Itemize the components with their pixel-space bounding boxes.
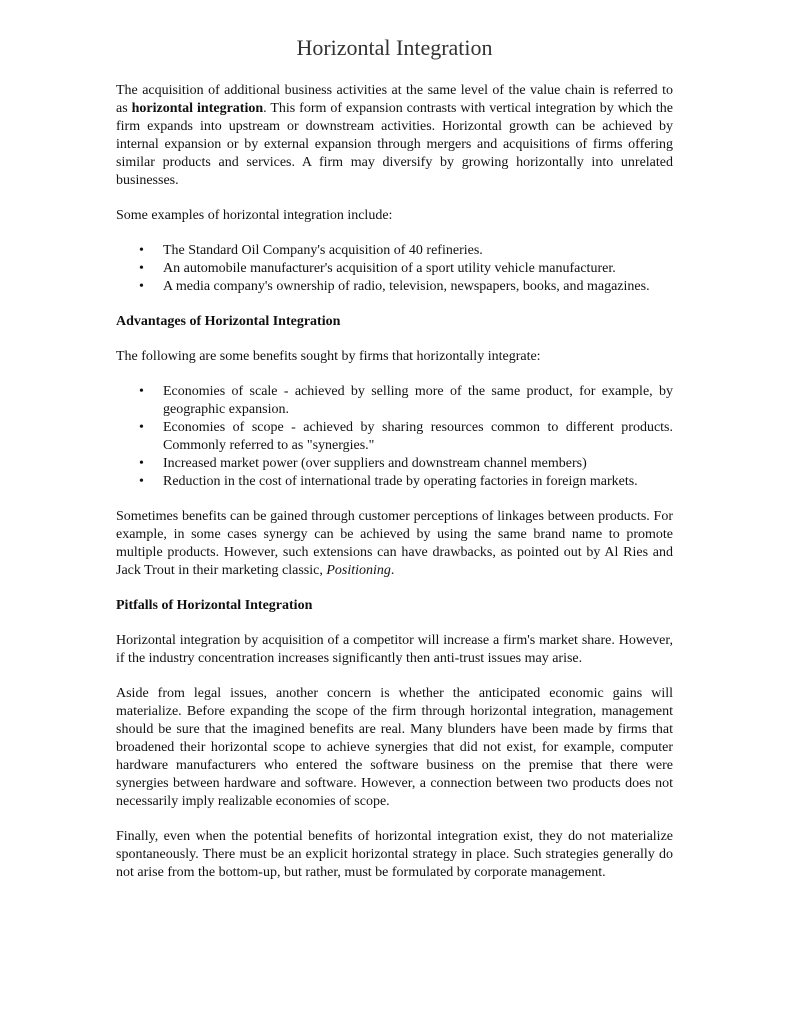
document-page [116,34,673,882]
bullet-icon: • [139,456,144,471]
list-item-text: Reduction in the cost of international trade by operating factories in foreign markets. [163,474,638,489]
bullet-icon: • [139,420,144,435]
bullet-icon: • [139,279,144,294]
list-item [139,419,673,455]
intro-text-end: . This form of expansion contrasts with vertical integration by which the firm expands into upstream or downstream activities. Horizontal growth can be achieved by internal expansion or by external expansion through mergers and acquisitions of firms offering similar products and services. A firm may diversify by growing horizontally into unrelated businesses. [116,101,673,188]
list-item [139,383,673,419]
page-title: Horizontal Integration [296,35,493,60]
intro-key-term: horizontal integration [131,101,264,116]
examples-lead: Some examples of horizontal integration include: [116,208,393,223]
advantages-lead: The following are some benefits sought by firms that horizontally integrate: [116,349,541,364]
list-item [139,278,673,296]
pitfalls-paragraph: Finally, even when the potential benefits of horizontal integration exist, they do not materialize spontaneously. There must be an explicit horizontal strategy in place. Such strategies generally do not arise from the bottom-up, but rather, must be formulated by corporate management. [116,829,673,880]
list-item [139,455,673,473]
pitfalls-paragraph: Horizontal integration by acquisition of a competitor will increase a firm's market share. However, if the industry concentration increases significantly then anti-trust issues may arise. [116,633,673,666]
list-item-text: An automobile manufacturer's acquisition of a sport utility vehicle manufacturer. [163,261,616,276]
closing-text-end: . [390,563,395,578]
list-item-text: A media company's ownership of radio, television, newspapers, books, and magazines. [163,279,650,294]
advantages-closing-paragraph [116,508,673,580]
examples-list [116,242,673,296]
list-item-text: The Standard Oil Company's acquisition of 40 refineries. [163,243,483,258]
list-item-text: Economies of scope - achieved by sharing resources common to different products. Commonly referred to as "synergies." [163,420,673,453]
intro-text-start: The acquisition of additional business activities at the same level of the value chain is referred to as [116,83,673,116]
list-item [139,260,673,278]
list-item [139,242,673,260]
pitfalls-heading: Pitfalls of Horizontal Integration [116,598,313,613]
list-item-text: Economies of scale - achieved by selling more of the same product, for example, by geographic expansion. [163,384,673,417]
closing-text-start: Sometimes benefits can be gained through customer perceptions of linkages between products. For example, in some cases synergy can be achieved by using the same brand name to promote multiple products. However, such extensions can have drawbacks, as pointed out by Al Ries and Jack Trout in their marketing classic, [116,509,673,578]
list-item-text: Increased market power (over suppliers and downstream channel members) [163,456,587,471]
book-title: Positioning [326,563,391,578]
advantages-heading: Advantages of Horizontal Integration [116,314,341,329]
advantages-list [116,383,673,491]
bullet-icon: • [139,243,144,258]
bullet-icon: • [139,261,144,276]
bullet-icon: • [139,474,144,489]
bullet-icon: • [139,384,144,399]
intro-paragraph [116,82,673,190]
list-item [139,473,673,491]
pitfalls-paragraph: Aside from legal issues, another concern is whether the anticipated economic gains will materialize. Before expanding the scope of the firm through horizontal integration, management should be sure that the imagined benefits are real. Many blunders have been made by firms that broadened their horizontal scope to achieve synergies that did not exist, for example, computer hardware manufacturers who entered the software business on the premise that there were synergies between hardware and software. However, a connection between two products does not necessarily imply realizable economies of scope. [116,686,673,809]
